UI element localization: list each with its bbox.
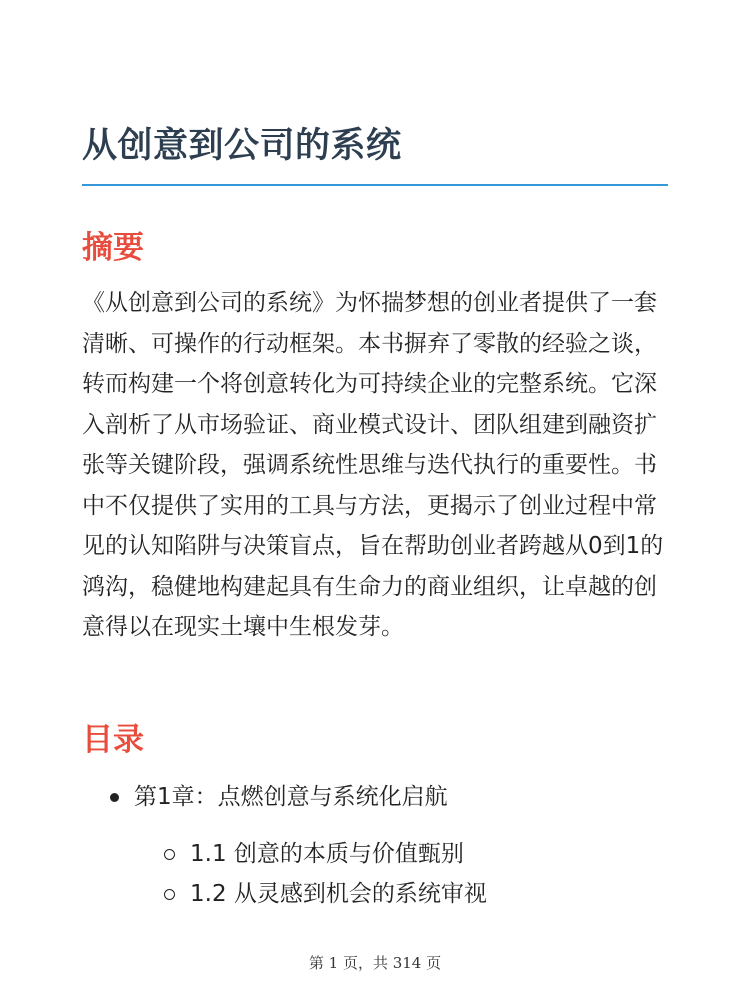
toc-heading: 目录: [82, 722, 144, 758]
toc-chapter-label: 第1章：点燃创意与系统化启航: [134, 784, 448, 810]
bullet-disc-icon: [110, 793, 119, 802]
bullet-circle-icon: [164, 849, 175, 860]
abstract-heading: 摘要: [82, 230, 144, 266]
document-page: [82, 0, 668, 1000]
title-divider: [82, 184, 668, 186]
document-title: 从创意到公司的系统: [82, 126, 402, 166]
toc-section-label: 1.2 从灵感到机会的系统审视: [190, 881, 487, 907]
toc-section-label: 1.1 创意的本质与价值甄别: [190, 841, 464, 867]
page-number-footer: 第 1 页，共 314 页: [308, 954, 442, 972]
bullet-circle-icon: [164, 889, 175, 900]
abstract-paragraph: 《从创意到公司的系统》为怀揣梦想的创业者提供了一套清晰、可操作的行动框架。本书摒弃了零散的经验之谈，转而构建一个将创意转化为可持续企业的完整系统。它深入剖析了从市场验证、商业模式设计、团队组建到融资扩张等关键阶段，强调系统性思维与迭代执行的重要性。书中不仅提供了实用的工具与方法，更揭示了创业过程中常见的认知陷阱与决策盲点，旨在帮助创业者跨越从0到1的鸿沟，稳健地构建起具有生命力的商业组织，让卓越的创意得以在现实土壤中生根发芽。: [82, 290, 664, 640]
